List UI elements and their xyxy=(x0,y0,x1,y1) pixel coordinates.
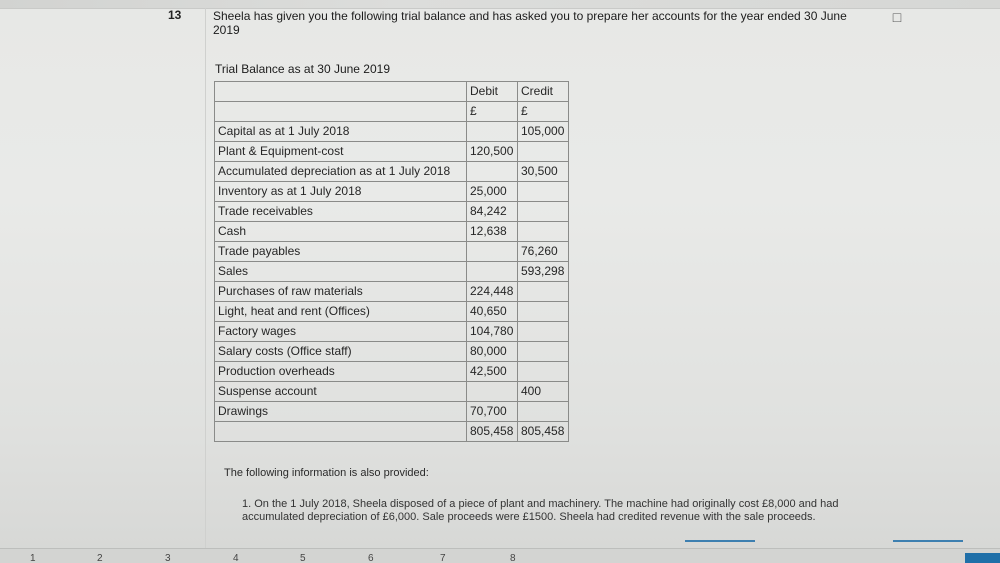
page-number[interactable]: 7 xyxy=(440,553,446,563)
blank-currency-cell xyxy=(215,102,467,122)
row-debit: 120,500 xyxy=(467,142,518,162)
row-debit: 40,650 xyxy=(467,302,518,322)
row-debit xyxy=(467,382,518,402)
active-tab-indicator[interactable] xyxy=(965,553,1000,563)
page-number[interactable]: 6 xyxy=(368,553,374,563)
row-debit: 42,500 xyxy=(467,362,518,382)
bookmark-icon[interactable]: □ xyxy=(892,9,902,25)
row-credit xyxy=(518,202,569,222)
row-debit xyxy=(467,122,518,142)
row-label: Cash xyxy=(215,222,467,242)
question-number: 13 xyxy=(168,8,182,22)
blank-header-cell xyxy=(215,82,467,102)
top-strip xyxy=(0,0,1000,9)
row-label: Factory wages xyxy=(215,322,467,342)
row-label: Accumulated depreciation as at 1 July 2018 xyxy=(215,162,467,182)
row-credit xyxy=(518,362,569,382)
row-label: Purchases of raw materials xyxy=(215,282,467,302)
page-number[interactable]: 2 xyxy=(97,553,103,563)
table-row xyxy=(215,162,569,182)
highlight-line xyxy=(685,540,755,542)
row-credit xyxy=(518,222,569,242)
table-row xyxy=(215,242,569,262)
row-credit xyxy=(518,282,569,302)
row-label: Sales xyxy=(215,262,467,282)
page-number[interactable]: 4 xyxy=(233,553,239,563)
row-credit: 593,298 xyxy=(518,262,569,282)
row-label: Light, heat and rent (Offices) xyxy=(215,302,467,322)
row-debit: 80,000 xyxy=(467,342,518,362)
page-number[interactable]: 3 xyxy=(165,553,171,563)
row-label: Suspense account xyxy=(215,382,467,402)
table-row xyxy=(215,282,569,302)
credit-currency: £ xyxy=(518,102,569,122)
row-debit: 84,242 xyxy=(467,202,518,222)
row-debit: 12,638 xyxy=(467,222,518,242)
debit-header: Debit xyxy=(467,82,518,102)
totals-blank-cell xyxy=(215,422,467,442)
page-ruler xyxy=(0,548,1000,563)
table-row xyxy=(215,342,569,362)
row-debit: 224,448 xyxy=(467,282,518,302)
row-credit: 76,260 xyxy=(518,242,569,262)
row-label: Drawings xyxy=(215,402,467,422)
row-credit xyxy=(518,182,569,202)
table-row xyxy=(215,182,569,202)
divider xyxy=(205,8,206,548)
trial-balance-heading: Trial Balance as at 30 June 2019 xyxy=(215,62,391,76)
row-label: Salary costs (Office staff) xyxy=(215,342,467,362)
row-debit xyxy=(467,262,518,282)
row-debit: 104,780 xyxy=(467,322,518,342)
row-label: Plant & Equipment-cost xyxy=(215,142,467,162)
debit-currency: £ xyxy=(467,102,518,122)
row-credit: 30,500 xyxy=(518,162,569,182)
highlight-line xyxy=(893,540,963,542)
question-text: Sheela has given you the following trial balance and has asked you to prepare her accounts for the year ended 30 June 2019 xyxy=(213,9,847,37)
row-label: Production overheads xyxy=(215,362,467,382)
row-label: Trade payables xyxy=(215,242,467,262)
table-row xyxy=(215,362,569,382)
row-debit xyxy=(467,242,518,262)
credit-header: Credit xyxy=(518,82,569,102)
table-row xyxy=(215,402,569,422)
header-row xyxy=(215,82,569,102)
row-credit xyxy=(518,342,569,362)
total-credit: 805,458 xyxy=(518,422,569,442)
page-number[interactable]: 8 xyxy=(510,553,516,563)
row-credit xyxy=(518,142,569,162)
row-debit xyxy=(467,162,518,182)
trial-balance-table xyxy=(214,81,569,442)
row-credit xyxy=(518,302,569,322)
page-number[interactable]: 5 xyxy=(300,553,306,563)
info-intro: The following information is also provided: xyxy=(224,467,429,479)
table-row xyxy=(215,382,569,402)
row-credit xyxy=(518,402,569,422)
total-debit: 805,458 xyxy=(467,422,518,442)
table-row xyxy=(215,142,569,162)
table-row xyxy=(215,322,569,342)
row-label: Capital as at 1 July 2018 xyxy=(215,122,467,142)
currency-row xyxy=(215,102,569,122)
row-debit: 25,000 xyxy=(467,182,518,202)
table-row xyxy=(215,302,569,322)
table-row xyxy=(215,122,569,142)
row-label: Inventory as at 1 July 2018 xyxy=(215,182,467,202)
row-credit: 105,000 xyxy=(518,122,569,142)
page-number[interactable]: 1 xyxy=(30,553,36,563)
row-debit: 70,700 xyxy=(467,402,518,422)
info-point-1: 1. On the 1 July 2018, Sheela disposed of a piece of plant and machinery. The machine had originally cost £8,000 and had accumulated depreciation of £6,000. Sale proceeds were £1500. Sheela had credited revenue with the sale proceeds. xyxy=(242,498,839,523)
row-label: Trade receivables xyxy=(215,202,467,222)
row-credit xyxy=(518,322,569,342)
totals-row xyxy=(215,422,569,442)
row-credit: 400 xyxy=(518,382,569,402)
table-row xyxy=(215,262,569,282)
table-row xyxy=(215,202,569,222)
table-row xyxy=(215,222,569,242)
